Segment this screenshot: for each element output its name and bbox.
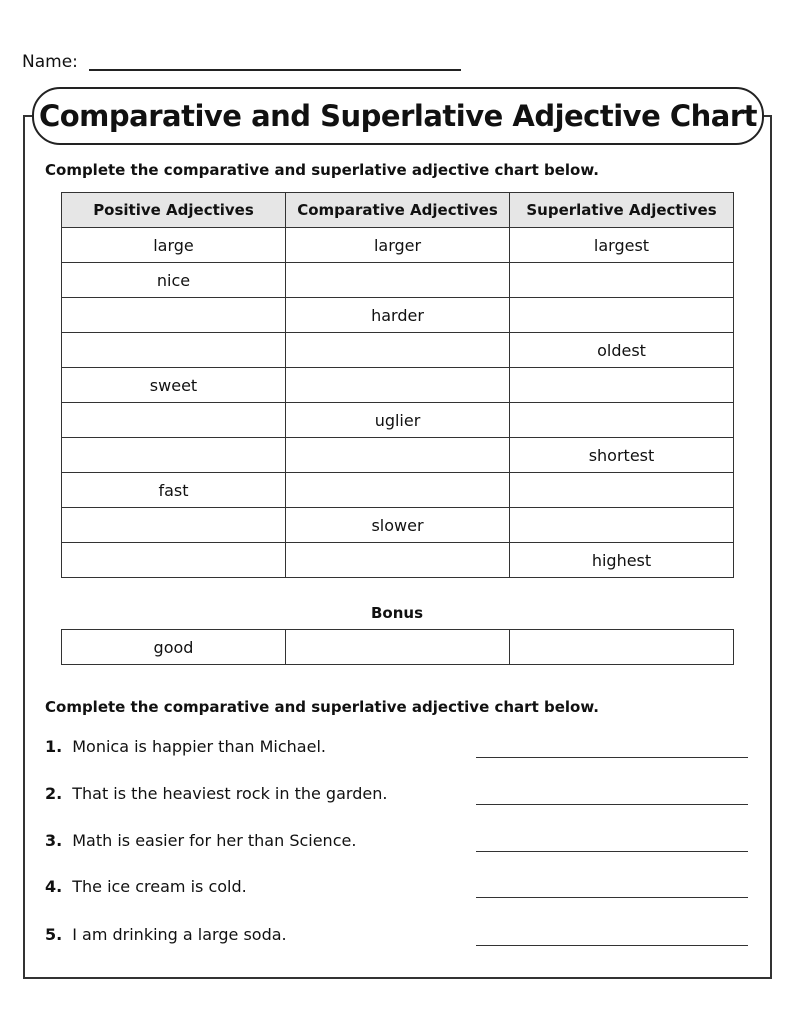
table-row xyxy=(62,508,734,543)
table-cell: fast xyxy=(62,473,286,508)
table-cell: shortest xyxy=(510,438,734,473)
answer-cell[interactable] xyxy=(510,403,734,438)
answer-line[interactable] xyxy=(476,757,748,758)
table-cell: largest xyxy=(510,228,734,263)
answer-cell[interactable] xyxy=(286,630,510,665)
column-header: Positive Adjectives xyxy=(62,193,286,228)
answer-cell[interactable] xyxy=(510,630,734,665)
question-text: I am drinking a large soda. xyxy=(72,925,287,944)
adjective-table xyxy=(61,192,734,578)
question-number: 2. xyxy=(45,784,63,803)
question-item xyxy=(45,737,326,756)
column-header: Superlative Adjectives xyxy=(510,193,734,228)
question-text: The ice cream is cold. xyxy=(72,877,247,896)
table-row xyxy=(62,403,734,438)
question-item xyxy=(45,877,247,896)
table-header-row xyxy=(62,193,734,228)
question-text: That is the heaviest rock in the garden. xyxy=(72,784,388,803)
table-cell: good xyxy=(62,630,286,665)
answer-line[interactable] xyxy=(476,945,748,946)
answer-cell[interactable] xyxy=(62,508,286,543)
answer-cell[interactable] xyxy=(510,473,734,508)
column-header: Comparative Adjectives xyxy=(286,193,510,228)
table-row xyxy=(62,298,734,333)
question-number: 3. xyxy=(45,831,63,850)
table-row xyxy=(62,333,734,368)
table-cell: oldest xyxy=(510,333,734,368)
table-cell: highest xyxy=(510,543,734,578)
answer-cell[interactable] xyxy=(510,263,734,298)
table-cell: harder xyxy=(286,298,510,333)
answer-cell[interactable] xyxy=(510,368,734,403)
table-cell: uglier xyxy=(286,403,510,438)
table-row xyxy=(62,368,734,403)
answer-cell[interactable] xyxy=(62,438,286,473)
question-number: 4. xyxy=(45,877,63,896)
table-cell: larger xyxy=(286,228,510,263)
question-number: 5. xyxy=(45,925,63,944)
table-cell: slower xyxy=(286,508,510,543)
question-text: Math is easier for her than Science. xyxy=(72,831,357,850)
answer-cell[interactable] xyxy=(286,333,510,368)
bonus-table xyxy=(61,629,734,665)
question-number: 1. xyxy=(45,737,63,756)
table-cell: sweet xyxy=(62,368,286,403)
question-item xyxy=(45,831,356,850)
answer-cell[interactable] xyxy=(286,368,510,403)
answer-line[interactable] xyxy=(476,851,748,852)
answer-cell[interactable] xyxy=(286,473,510,508)
instruction-1: Complete the comparative and superlative adjective chart below. xyxy=(45,161,599,179)
table-row xyxy=(62,473,734,508)
question-text: Monica is happier than Michael. xyxy=(72,737,326,756)
answer-line[interactable] xyxy=(476,804,748,805)
answer-cell[interactable] xyxy=(62,333,286,368)
answer-cell[interactable] xyxy=(62,543,286,578)
answer-line[interactable] xyxy=(476,897,748,898)
answer-cell[interactable] xyxy=(62,298,286,333)
page-title: Comparative and Superlative Adjective Chart xyxy=(38,99,758,133)
answer-cell[interactable] xyxy=(286,438,510,473)
table-row xyxy=(62,543,734,578)
instruction-2: Complete the comparative and superlative adjective chart below. xyxy=(45,698,599,716)
table-row xyxy=(62,263,734,298)
name-label: Name: xyxy=(22,52,78,72)
bonus-row xyxy=(62,630,734,665)
answer-cell[interactable] xyxy=(62,403,286,438)
title-banner xyxy=(32,87,764,145)
table-cell: nice xyxy=(62,263,286,298)
bonus-label: Bonus xyxy=(370,604,424,622)
question-item xyxy=(45,784,387,803)
answer-cell[interactable] xyxy=(286,543,510,578)
question-item xyxy=(45,925,287,944)
table-row xyxy=(62,228,734,263)
answer-cell[interactable] xyxy=(510,298,734,333)
answer-cell[interactable] xyxy=(286,263,510,298)
name-input-line[interactable] xyxy=(89,69,461,71)
table-row xyxy=(62,438,734,473)
table-cell: large xyxy=(62,228,286,263)
answer-cell[interactable] xyxy=(510,508,734,543)
